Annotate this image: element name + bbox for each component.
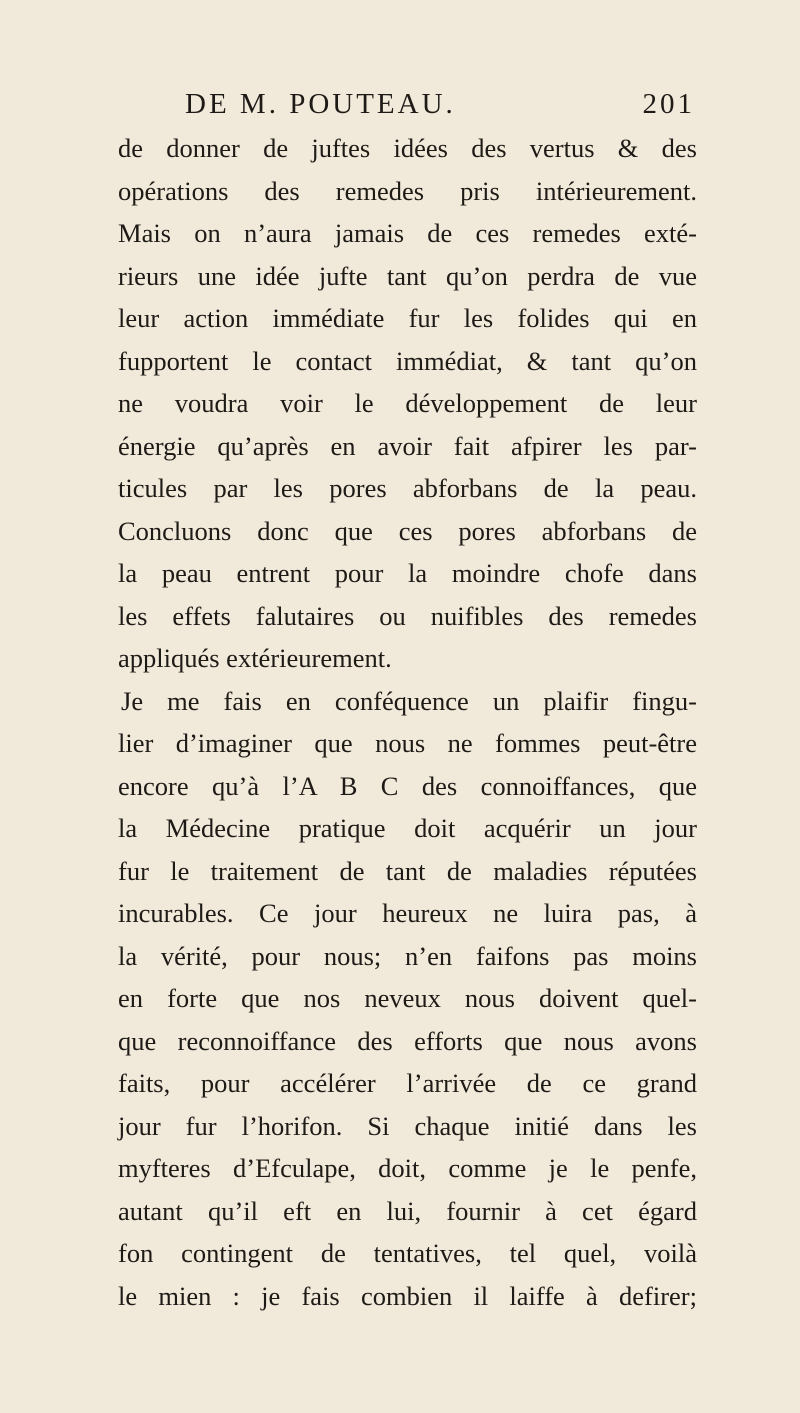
text-line: Je me fais en conféquence un plaifir fingu- [121,685,697,716]
text-line: myfteres d’Efculape, doit, comme je le penfe, [118,1153,697,1183]
body-text [118,127,697,1317]
text-line: appliqués extérieurement. [118,643,392,673]
text-line: faits, pour accélérer l’arrivée de ce grand [118,1068,697,1098]
text-line: ticules par les pores abforbans de la peau. [118,473,697,503]
text-line: ne voudra voir le développement de leur [118,388,697,418]
text-line: fupportent le contact immédiat, & tant qu’on [118,345,697,376]
text-line: autant qu’il eft en lui, fournir à cet égard [118,1195,697,1226]
text-line: Mais on n’aura jamais de ces remedes exté- [118,218,697,248]
text-line: incurables. Ce jour heureux ne luira pas, à [118,898,697,928]
text-line: rieurs une idée jufte tant qu’on perdra de vue [118,260,697,291]
page-number: 201 [642,88,695,120]
text-line: jour fur l’horifon. Si chaque initié dans les [118,1110,697,1141]
text-line: fon contingent de tentatives, tel quel, voilà [118,1238,697,1268]
text-line: les effets falutaires ou nuifibles des remedes [118,600,697,631]
text-line: de donner de juftes idées des vertus & des [118,133,697,163]
text-line: énergie qu’après en avoir fait afpirer les par- [118,430,697,461]
text-line: Concluons donc que ces pores abforbans de [118,515,697,546]
running-head [185,88,695,128]
text-line: fur le traitement de tant de maladies réputées [118,855,697,886]
text-line: encore qu’à l’A B C des connoiffances, que [118,770,697,801]
text-line: le mien : je fais combien il laiffe à defirer; [118,1280,697,1311]
text-line: la peau entrent pour la moindre chofe dans [118,558,697,588]
text-line: que reconnoiffance des efforts que nous avons [118,1025,697,1056]
text-line: lier d’imaginer que nous ne fommes peut-être [118,728,697,758]
text-line: leur action immédiate fur les folides qui en [118,303,697,333]
text-line: opérations des remedes pris intérieurement. [118,175,697,206]
text-line: la vérité, pour nous; n’en faifons pas moins [118,940,697,971]
text-line: en forte que nos neveux nous doivent quel- [118,983,697,1013]
text-line: la Médecine pratique doit acquérir un jour [118,813,697,843]
running-head-title: DE M. POUTEAU. [185,88,456,120]
